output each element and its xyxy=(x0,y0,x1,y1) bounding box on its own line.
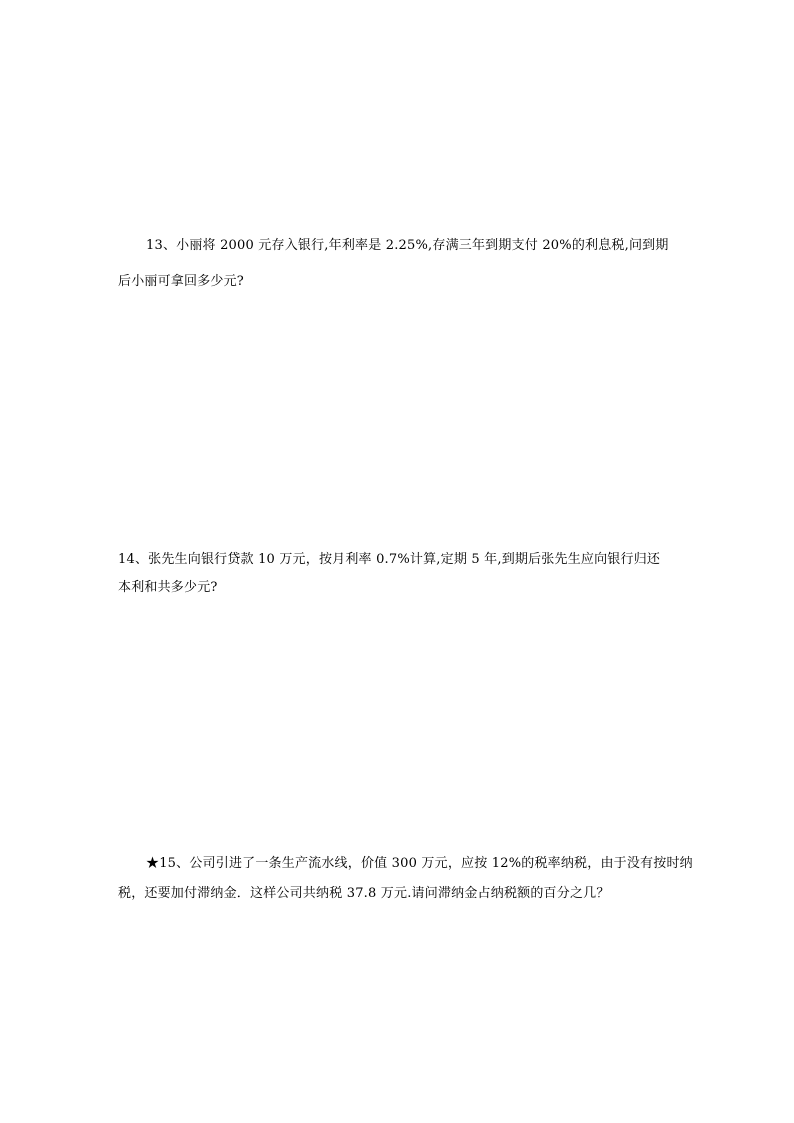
question-13 xyxy=(118,228,678,300)
question-15-line-2: 税，还要加付滞纳金．这样公司共纳税 37.8 万元.请问滞纳金占纳税额的百分之几？ xyxy=(118,886,610,901)
question-13-line-2: 后小丽可拿回多少元? xyxy=(118,274,244,289)
question-15 xyxy=(118,849,693,909)
question-13-line-1: 13、小丽将 2000 元存入银行,年利率是 2.25%,存满三年到期支付 20%的利息税,问到期 xyxy=(146,238,669,253)
question-14-line-1: 14、张先生向银行贷款 10 万元，按月利率 0.7%计算,定期 5 年,到期后张先生应向银行归还 xyxy=(118,552,661,567)
question-14 xyxy=(118,546,678,602)
question-15-line-1: ★15、公司引进了一条生产流水线，价值 300 万元，应按 12%的税率纳税，由于没有按时纳 xyxy=(146,856,693,871)
question-14-line-2: 本利和共多少元? xyxy=(118,580,218,595)
